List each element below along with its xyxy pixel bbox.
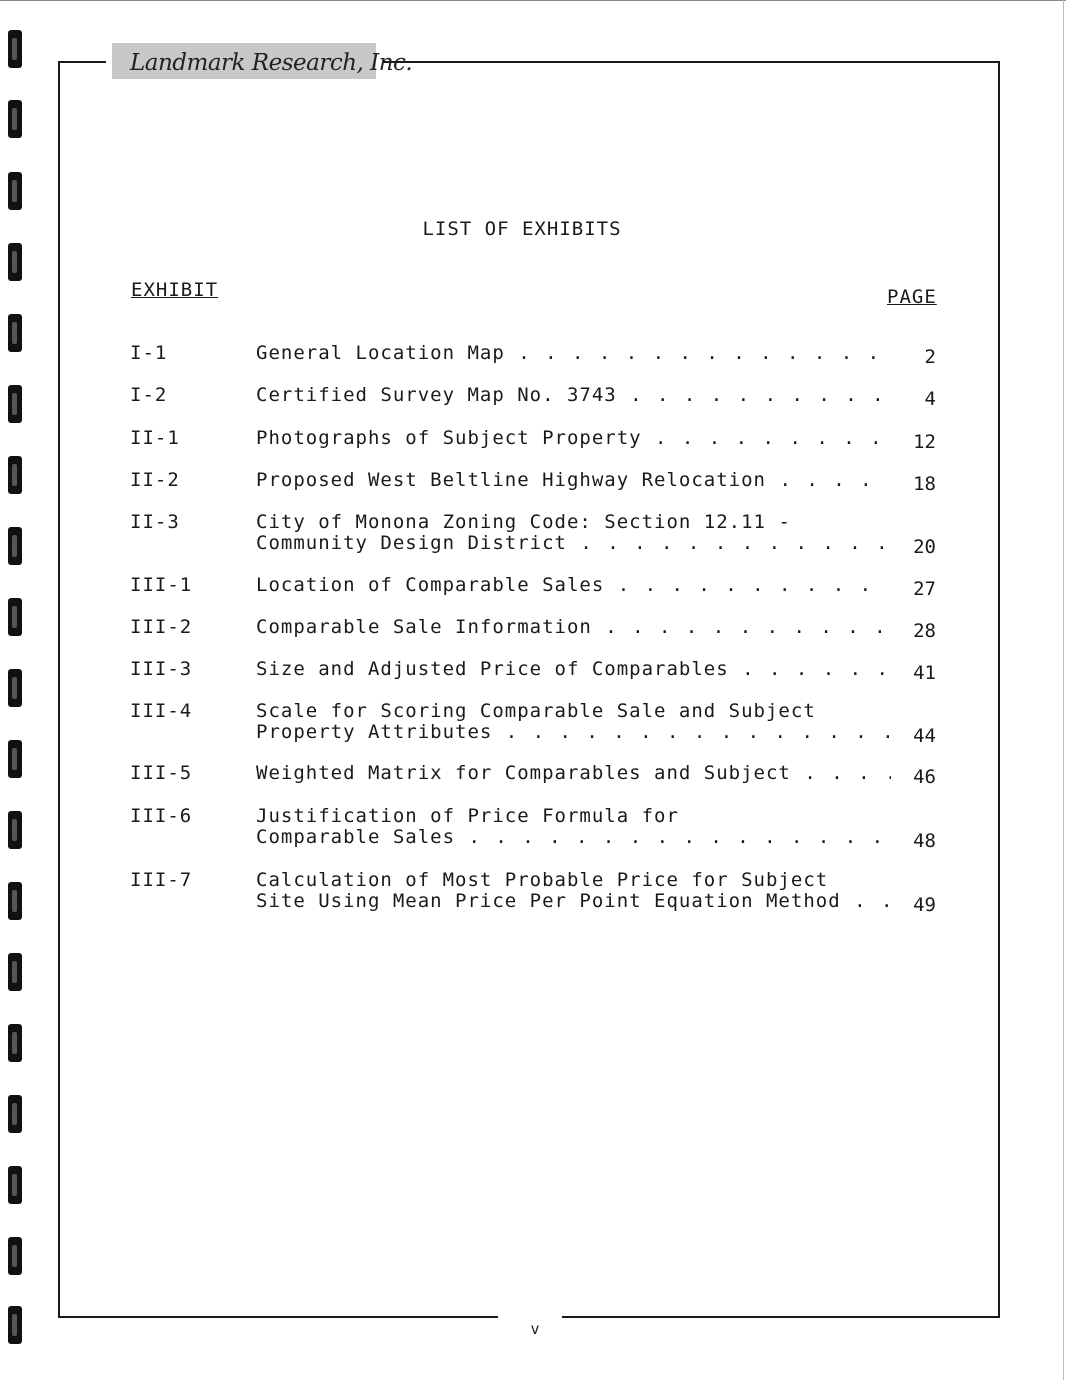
binding-hole	[8, 30, 22, 68]
binding-hole	[8, 314, 22, 352]
exhibit-number: II-2	[130, 469, 180, 491]
binding-hole	[8, 882, 22, 920]
exhibit-title-line: Certified Survey Map No. 3743 . . .	[256, 385, 891, 406]
exhibit-page: 41	[913, 662, 936, 684]
exhibit-title-line: Proposed West Beltline Highway Relocation . . .	[256, 470, 891, 491]
exhibit-number: I-2	[130, 384, 168, 406]
exhibit-title-line: Justification of Price Formula for	[256, 806, 679, 827]
exhibit-page: 20	[913, 536, 936, 558]
exhibit-title-line: City of Monona Zoning Code: Section 12.11 -	[256, 512, 791, 533]
exhibit-title-line: Site Using Mean Price Per Point Equation Method . . .	[256, 891, 891, 912]
exhibit-description	[256, 470, 891, 491]
binding-hole	[8, 527, 22, 565]
exhibit-description	[256, 701, 891, 743]
exhibit-page: 12	[913, 431, 936, 453]
binding-hole	[8, 1095, 22, 1133]
exhibit-page: 2	[924, 346, 936, 368]
page-column-header: PAGE	[887, 286, 937, 308]
exhibit-description	[256, 385, 891, 406]
exhibit-page: 28	[913, 620, 936, 642]
page-border-frame	[58, 61, 1000, 1318]
exhibit-description	[256, 428, 891, 449]
exhibit-title-line: Comparable Sale Information . . .	[256, 617, 891, 638]
exhibit-page: 4	[924, 388, 936, 410]
exhibit-number: III-3	[130, 658, 193, 680]
binding-hole	[8, 669, 22, 707]
exhibit-column-header: EXHIBIT	[131, 279, 219, 301]
exhibit-number: III-1	[130, 574, 193, 596]
page-right-edge	[1063, 0, 1064, 1380]
exhibit-description	[256, 575, 891, 596]
binding-hole	[8, 1024, 22, 1062]
binding-hole	[8, 953, 22, 991]
binding-holes	[8, 0, 30, 1380]
exhibit-number: III-7	[130, 869, 193, 891]
exhibit-title-line: Property Attributes . . .	[256, 722, 891, 743]
exhibit-page: 18	[913, 473, 936, 495]
binding-hole	[8, 456, 22, 494]
exhibit-description	[256, 659, 891, 680]
page-title: LIST OF EXHIBITS	[422, 218, 622, 240]
binding-hole	[8, 598, 22, 636]
exhibit-description	[256, 806, 891, 848]
binding-hole	[8, 243, 22, 281]
exhibit-title-line: Community Design District . . .	[256, 533, 891, 554]
exhibit-number: II-1	[130, 427, 180, 449]
exhibit-title-line: Photographs of Subject Property . . .	[256, 428, 891, 449]
exhibit-number: III-6	[130, 805, 193, 827]
exhibit-page: 44	[913, 725, 936, 747]
exhibit-title-line: Comparable Sales . . .	[256, 827, 891, 848]
company-logo: Landmark Research, Inc.	[112, 43, 376, 79]
exhibit-number: III-5	[130, 762, 193, 784]
binding-hole	[8, 100, 22, 138]
exhibit-page: 46	[913, 766, 936, 788]
binding-hole	[8, 1237, 22, 1275]
exhibit-description	[256, 512, 891, 554]
exhibit-page: 27	[913, 578, 936, 600]
exhibit-title-line: Calculation of Most Probable Price for Subject	[256, 870, 829, 891]
exhibit-description	[256, 343, 891, 364]
exhibit-number: II-3	[130, 511, 180, 533]
page-number: v	[530, 1320, 540, 1338]
exhibit-title-line: Scale for Scoring Comparable Sale and Subject	[256, 701, 816, 722]
exhibit-number: III-2	[130, 616, 193, 638]
exhibit-title-line: Location of Comparable Sales . . .	[256, 575, 891, 596]
binding-hole	[8, 811, 22, 849]
exhibit-title-line: General Location Map . . .	[256, 343, 891, 364]
exhibit-description	[256, 617, 891, 638]
binding-hole	[8, 1166, 22, 1204]
exhibit-title-line: Weighted Matrix for Comparables and Subject . . .	[256, 763, 891, 784]
exhibit-description	[256, 870, 891, 912]
exhibit-number: III-4	[130, 700, 193, 722]
exhibit-description	[256, 763, 891, 784]
binding-hole	[8, 172, 22, 210]
exhibit-number: I-1	[130, 342, 168, 364]
binding-hole	[8, 740, 22, 778]
exhibit-page: 48	[913, 830, 936, 852]
page-top-edge	[0, 0, 1066, 1]
exhibit-page: 49	[913, 894, 936, 916]
exhibit-title-line: Size and Adjusted Price of Comparables . . .	[256, 659, 891, 680]
binding-hole	[8, 1306, 22, 1344]
binding-hole	[8, 385, 22, 423]
